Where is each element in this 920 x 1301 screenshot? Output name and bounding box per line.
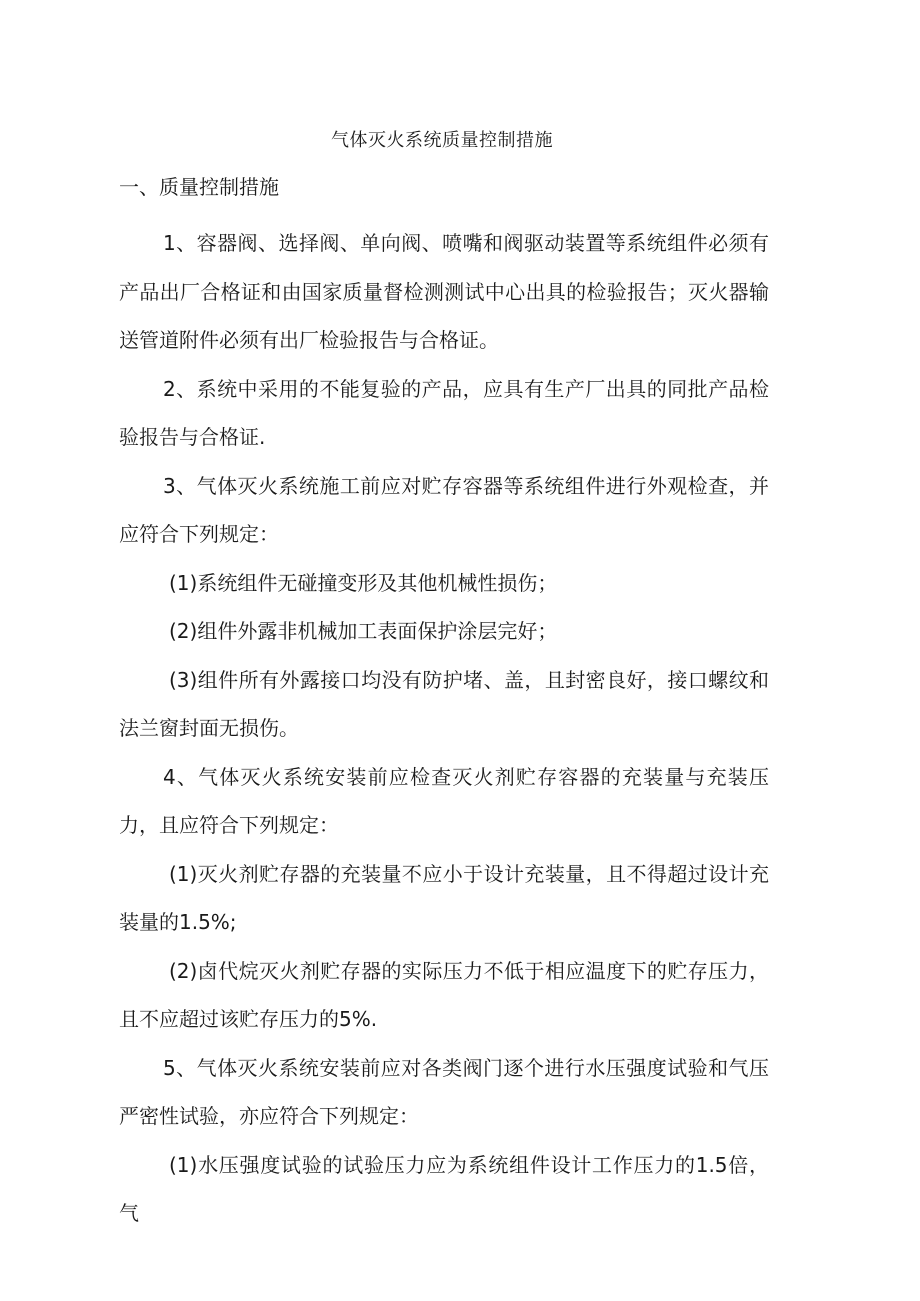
paragraph-item-2: 2、系统中采用的不能复验的产品，应具有生产厂出具的同批产品检验报告与合格证. <box>119 376 769 449</box>
paragraph-sub-3-1: (1)系统组件无碰撞变形及其他机械性损伤； <box>169 570 558 595</box>
section-heading: 一、质量控制措施 <box>119 175 279 199</box>
paragraph-sub-4-1: (1)灭火剂贮存器的充装量不应小于设计充装量，且不得超过设计充装量的1.5%; <box>119 861 769 934</box>
paragraph-sub-5-1: (1)水压强度试验的试验压力应为系统组件设计工作压力的1.5倍，气 <box>119 1152 769 1225</box>
heading-spacer <box>119 203 769 219</box>
paragraph-item-1: 1、容器阀、选择阀、单向阀、喷嘴和阀驱动装置等系统组件必须有产品出厂合格证和由国家质量督检测测试中心出具的检验报告；灭火器输送管道附件必须有出厂检验报告与合格证。 <box>119 231 769 352</box>
paragraph-sub-3-2: (2)组件外露非机械加工表面保护涂层完好； <box>169 619 558 643</box>
document-title: 气体灭火系统质量控制措施 <box>331 130 553 151</box>
document-body <box>119 171 769 1238</box>
paragraph-sub-3-3: (3)组件所有外露接口均没有防护堵、盖，且封密良好，接口螺纹和法兰窗封面无损伤。 <box>119 667 769 740</box>
paragraph-item-5: 5、气体灭火系统安装前应对各类阀门逐个进行水压强度试验和气压严密性试验，亦应符合下列规定： <box>119 1055 769 1128</box>
paragraph-item-4: 4、气体灭火系统安装前应检查灭火剂贮存容器的充装量与充装压力，且应符合下列规定： <box>119 764 769 837</box>
paragraph-sub-4-2: (2)卤代烷灭火剂贮存器的实际压力不低于相应温度下的贮存压力，且不应超过该贮存压力的5%. <box>119 958 769 1031</box>
paragraph-item-3: 3、气体灭火系统施工前应对贮存容器等系统组件进行外观检查，并应符合下列规定： <box>119 473 769 546</box>
